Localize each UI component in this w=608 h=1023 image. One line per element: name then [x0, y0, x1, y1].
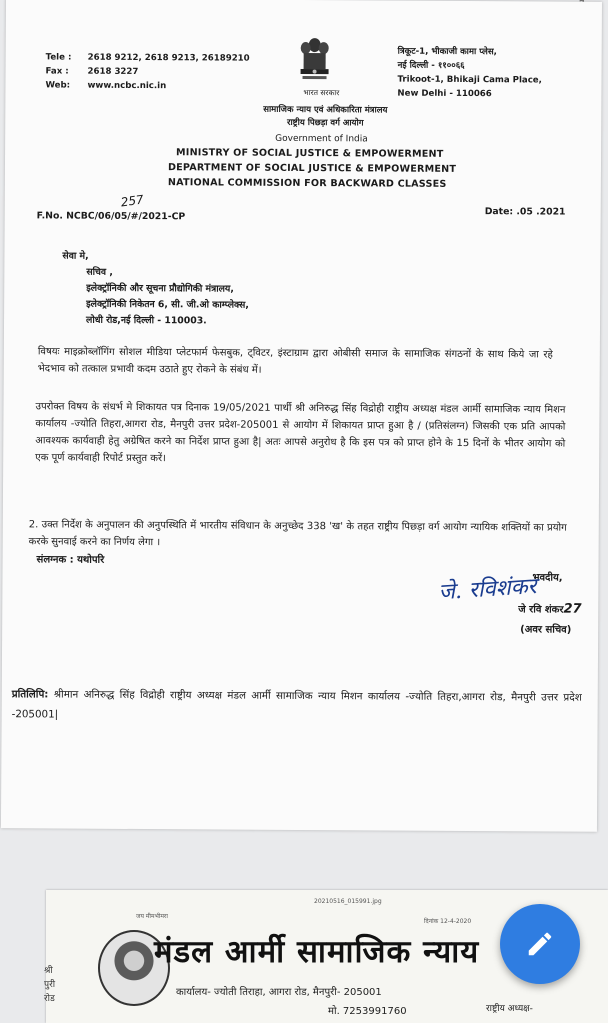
address-hindi-line1: त्रिकूट-1, भीकाजी कामा प्लेस, — [397, 46, 497, 58]
department-name: DEPARTMENT OF SOCIAL JUSTICE & EMPOWERMENT — [167, 162, 457, 175]
closing: भवदीय, — [532, 572, 563, 584]
subject-paragraph: विषयः माइक्रोब्लॉगिंग सोशल मीडिया प्लेटफार्म फेसबुक, ट्विटर, इंस्टाग्राम द्वारा ओबीसी समाज के सामाजिक संगठनों के साथ किये जा रहे भेदभाव को तत्काल प्रभावी कदम उठाते हुए रोकने के संबंध में। — [37, 346, 553, 376]
government-of-india: Government of India — [275, 133, 368, 145]
copy-text: श्रीमान अनिरुद्ध सिंह विद्रोही राष्ट्रीय अध्यक्ष मंडल आर्मी सामाजिक न्याय मिशन कार्यालय -ज्योति तिहरा,आगरा रोड, मैनपुरी उत्तर प्रदेश -205001| — [11, 688, 582, 721]
attachment-left-edge-text — [44, 964, 55, 1006]
addressee-line1: सचिव , — [86, 266, 113, 278]
signer-name-block — [518, 601, 581, 616]
organisation-mobile: मो. 7253991760 — [328, 1006, 407, 1017]
ministry-english — [168, 145, 456, 192]
attachment-file-name: 20210516_015991.jpg — [314, 898, 382, 905]
signature: जे. रविशंकर — [437, 574, 538, 606]
ministry-hindi — [245, 104, 405, 131]
organisation-title: मंडल आर्मी सामाजिक न्याय — [154, 934, 480, 970]
enclosure: संलग्नक : यथोपरि — [36, 554, 105, 566]
signer-designation: (अवर सचिव) — [520, 624, 572, 636]
file-number: F.No. NCBC/06/05/#/2021-CP — [36, 210, 186, 223]
web-label: Web: — [45, 80, 71, 91]
commission-name: NATIONAL COMMISSION FOR BACKWARD CLASSES — [167, 177, 447, 190]
fax-label: Fax : — [45, 66, 69, 77]
address-hindi-line2: नई दिल्ली - ११००६६ — [397, 60, 465, 71]
letter-date: Date: .05 .2021 — [484, 206, 566, 218]
signer-name: जे रवि शंकर — [518, 604, 564, 616]
copy-label: प्रतिलिपि: — [11, 688, 49, 701]
body-paragraph-1: उपरोक्त विषय के संधर्भ मे शिकायत पत्र दिनाक 19/05/2021 पार्थी श्री अनिरुद्ध सिंह विद्रोही राष्ट्रीय अध्यक्ष मंडल आर्मी सामाजिक न्याय मिशन कार्यालय -ज्योति तिहरा,आगरा रोड, मैनपुरी उत्तर प्रदेश-205001 से आयोग में शिकायत प्राप्त हुआ है / (प्रतिसंलग्न) जिसकी एक प्रति आपको आवश्यक कार्यवाही हेतु अग्रेषित करने का निर्देश प्राप्त हुआ है| अतः आपसे अनुरोध है कि इस पत्र को प्राप्त होने के 15 दिनों के भीतर आयोग को एक पूर्ण कार्यवाही रिपोर्ट प्रस्तुत करें। — [35, 401, 566, 465]
emblem-caption: भारत सरकार — [303, 87, 340, 98]
tele-numbers: 2618 9212, 2618 9213, 26189210 — [87, 52, 250, 64]
file-number-handwritten: 257 — [119, 192, 145, 210]
addressee-line3: इलेक्ट्रॉनिकी निकेतन 6, सी. जी.ओ काम्प्लेक्स, — [86, 298, 249, 311]
organisation-office: कार्यालय- ज्योती तिराहा, आगरा रोड, मैनपुरी- 205001 — [176, 987, 382, 998]
office-address — [397, 45, 542, 102]
address-english-line2: New Delhi - 110066 — [397, 88, 492, 100]
left-edge-line3: रोड — [44, 994, 55, 1004]
pencil-edit-icon — [525, 929, 555, 959]
left-edge-line2: पुरी — [44, 980, 56, 990]
addressee-line4: लोधी रोड,नई दिल्ली - 110003. — [86, 314, 207, 327]
body-paragraph-2: 2. उक्त निर्देश के अनुपालन की अनुपस्थिति में भारतीय संविधान के अनुच्छेद 338 'ख' के तहत राष्ट्रीय पिछड़ा वर्ग आयोग न्यायिक शक्तियों का प्रयोग करके सुनवाई करने का निर्णय लेगा । — [28, 519, 567, 549]
contact-block — [45, 50, 249, 93]
edit-fab-button[interactable] — [500, 904, 580, 984]
letter-page — [1, 0, 602, 832]
attachment-date: दिनांक 12-4-2020 — [424, 918, 472, 925]
left-edge-line1: श्री — [44, 966, 53, 976]
address-english-line1: Trikoot-1, Bhikaji Cama Place, — [397, 74, 542, 86]
addressee-line2: इलेक्ट्रॉनिकी और सूचना प्रौद्योगिकी मंत्रालय, — [86, 282, 234, 295]
tele-label: Tele : — [45, 52, 72, 63]
organisation-president: राष्ट्रीय अध्यक्ष- — [486, 1004, 533, 1014]
salutation: सेवा मे, — [62, 250, 89, 262]
attachment-slogan: जय मीमभीमरा — [136, 913, 168, 920]
ministry-name: MINISTRY OF SOCIAL JUSTICE & EMPOWERMENT — [176, 147, 444, 160]
web-address: www.ncbc.nic.in — [87, 80, 167, 92]
ministry-hindi-line1: सामाजिक न्याय एवं अधिकारिता मंत्रालय — [263, 104, 388, 116]
signer-handwritten-number: 27 — [563, 601, 582, 617]
copy-to-paragraph — [12, 684, 582, 727]
ministry-hindi-line2: राष्ट्रीय पिछड़ा वर्ग आयोग — [286, 117, 364, 129]
addressee-block — [62, 249, 249, 330]
fax-number: 2618 3227 — [87, 66, 139, 77]
